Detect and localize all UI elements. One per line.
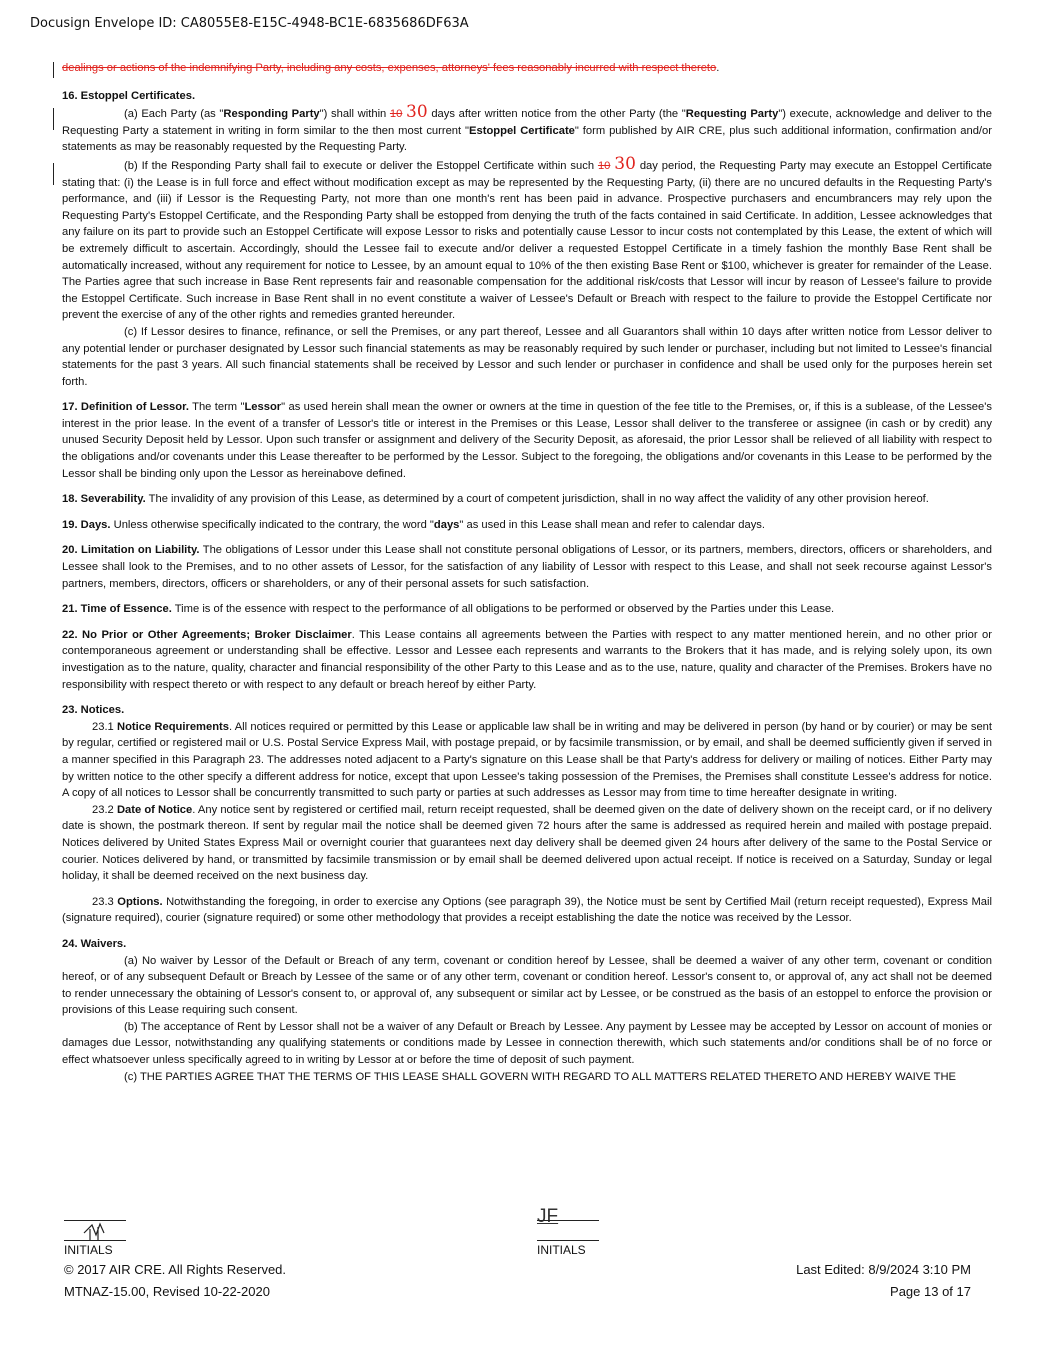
last-edited: Last Edited: 8/9/2024 3:10 PM — [796, 1262, 971, 1277]
initials-label-left: INITIALS — [64, 1243, 113, 1257]
section-24-heading: 24. Waivers. — [62, 937, 127, 950]
section-19: 19. Days. Unless otherwise specifically indicated to the contrary, the word "days" as used in this Lease shall mean and refer to calendar days. — [62, 518, 765, 531]
form-id: MTNAZ-15.00, Revised 10-22-2020 — [64, 1284, 270, 1299]
section-24a: (a) No waiver by Lessor of the Default or Breach of any term, covenant or condition hereof by Lessee, shall be deemed a waiver of any other term, covenant or condition hereof, or of any subsequent Default or Breach by Lessee of the same or of any other term, covenant or condition hereof. Lessor's consent to, or approval of, any act shall not be deemed to render unnecessary the obtaining of Lessor's consent to, or approval of, any subsequent or similar act by Lessee, or be construed as the basis of an estoppel to enforce the provision or provisions of this Lease requiring such consent. — [62, 954, 992, 1017]
initials-line-right-top — [537, 1220, 599, 1221]
section-17: 17. Definition of Lessor. The term "Lessor" as used herein shall mean the owner or owners at the time in question of the fee title to the Premises, or, if this is a sublease, of the Lessee's interest in the prior lease. In the event of a transfer of Lessor's title or interest in the Premises or this Lease, Lessor shall deliver to the transferee or assignee (in cash or by credit) any unused Security Deposit held by Lessor. Upon such transfer or assignment and delivery of the Security Deposit, as aforesaid, the prior Lessor shall be relieved of all liability with respect to the obligations and/or covenants under this Lease thereafter to be performed by the Lessor. Subject to the foregoing, the obligations and/or covenants in this Lease to be performed by the Lessor shall be binding only upon the Lessor as hereinabove defined. — [62, 401, 992, 480]
section-16-heading: 16. Estoppel Certificates. — [62, 89, 196, 102]
initials-signature-right: JF — [537, 1206, 559, 1227]
initials-label-right: INITIALS — [537, 1243, 586, 1257]
inserted-number: 30 — [614, 153, 636, 174]
section-24c: (c) THE PARTIES AGREE THAT THE TERMS OF THIS LEASE SHALL GOVERN WITH REGARD TO ALL MATTERS RELATED THERETO AND HEREBY WAIVE THE — [124, 1070, 956, 1083]
initials-line-right — [537, 1240, 599, 1241]
initials-line-left — [64, 1240, 126, 1241]
change-bar — [53, 163, 54, 185]
deleted-text: dealings or actions of the indemnifying Party, including any costs, expenses, attorneys' fees reasonably incurred with respect thereto — [62, 62, 717, 74]
section-16c: (c) If Lessor desires to finance, refinance, or sell the Premises, or any part thereof, Lessee and all Guarantors shall within 10 days after written notice from Lessor deliver to any potential lender or purchaser designated by Lessor such financial statements as may be reasonably required by such lender or purchaser, including but not limited to Lessee's financial statements for the past 3 years. All such financial statements shall be received by Lessor and such lender or purchaser in confidence and shall be used only for the purposes herein set forth. — [62, 325, 992, 388]
section-18: 18. Severability. The invalidity of any provision of this Lease, as determined by a court of competent jurisdiction, shall in no way affect the validity of any other provision hereof. — [62, 493, 929, 506]
section-22: 22. No Prior or Other Agreements; Broker Disclaimer. This Lease contains all agreements between the Parties with respect to any matter mentioned herein, and no other prior or contemporaneous agreement or understanding shall be effective. Lessor and Lessee each represents and warrants to the Brokers that it has made, and is relying solely upon, its own investigation as to the nature, quality, character and financial responsibility of the other Party to this Lease and as to the use, nature, quality and character of the Premises. Brokers have no responsibility with respect thereto or with respect to any default or breach hereof by either Party. — [62, 628, 992, 691]
section-21: 21. Time of Essence. Time is of the essence with respect to the performance of all obligations to be performed or observed by the Parties under this Lease. — [62, 603, 835, 616]
deleted-number: 10 — [389, 108, 403, 121]
section-23-2: 23.2 Date of Notice. Any notice sent by registered or certified mail, return receipt requested, shall be deemed given on the date of delivery shown on the receipt card, or if no delivery date is shown, the postmark thereon. If sent by regular mail the notice shall be deemed given 72 hours after the same is addressed as required herein and mailed with postage prepaid. Notices delivered by United States Express Mail or overnight courier that guarantees next day delivery shall be deemed given 24 hours after delivery of the same to the Postal Service or courier. Notices delivered by hand, or transmitted by facsimile transmission or by email shall be deemed delivered upon actual receipt. If notice is received on a Saturday, Sunday or legal holiday, it shall be deemed received on the next business day. — [62, 803, 993, 883]
deleted-number: 10 — [597, 159, 611, 172]
section-24b: (b) The acceptance of Rent by Lessor shall not be a waiver of any Default or Breach by Lessee. Any payment by Lessee may be accepted by Lessor on account of monies or damages due Lessor, notwithstanding any qualifying statements or conditions made by Lessee in connection therewith, which such statements and/or conditions shall be of no force or effect whatsoever unless specifically agreed to in writing by Lessor at or before the time of deposit of such payment. — [62, 1020, 992, 1067]
page-number: Page 13 of 17 — [890, 1284, 971, 1299]
copyright: © 2017 AIR CRE. All Rights Reserved. — [64, 1262, 287, 1277]
top-strike-line: dealings or actions of the indemnifying Party, including any costs, expenses, attorneys' fees reasonably incurred with respect thereto. — [62, 62, 720, 74]
section-20: 20. Limitation on Liability. The obligations of Lessor under this Lease shall not constitute personal obligations of Lessor, or its partners, members, directors, officers or shareholders, and Lessee shall look to the Premises, and to no other assets of Lessor, for the satisfaction of any liability of Lessor with respect to this Lease, and shall not seek recourse against Lessor's partners, members, directors, officers or shareholders, or any of their personal assets for such satisfaction. — [62, 544, 992, 590]
inserted-number: 30 — [406, 102, 428, 123]
section-16b: (b) If the Responding Party shall fail to execute or deliver the Estoppel Certificate within such 10 30 day period, the Requesting Party may execute an Estoppel Certificate stating that: (i) the Lease is in full force and effect without modification except as may be represented by the Requesting Party, (ii) there are no uncured defaults in the Requesting Party's performance, and (iii) if Lessor is the Requesting Party, not more than one month's rent has been paid in advance. Prospective purchasers and encumbrancers may rely upon the Requesting Party's Estoppel Certificate, and the Responding Party shall be estopped from denying the truth of the facts contained in said Certificate. In addition, Lessee acknowledges that any failure on its part to provide such an Estoppel Certificate will expose Lessor to risks and potentially cause Lessor to incur costs not contemplated by this Lease, the extent of which will be extremely difficult to ascertain. Accordingly, should the Lessee fail to execute and/or deliver a requested Estoppel Certificate in a timely fashion the monthly Base Rent shall be automatically increased, without any requirement for notice to Lessee, by an amount equal to 10% of the then existing Base Rent or $100, whichever is greater for remainder of the Lease. The Parties agree that such increase in Base Rent represents fair and reasonable compensation for the additional risk/costs that Lessor will incur by reason of Lessee's failure to provide the Estoppel Certificate. Such increase in Base Rent shall in no event constitute a waiver of Lessee's Default or Breach with respect to the failure to provide the Estoppel Certificate nor prevent the exercise of any of the other rights and remedies granted hereunder. — [62, 153, 993, 322]
section-23-heading: 23. Notices. — [62, 704, 125, 717]
document-body — [62, 60, 992, 1085]
change-bar — [53, 62, 54, 78]
section-23-1: 23.1 Notice Requirements. All notices required or permitted by this Lease or applicable law shall be in writing and may be delivered in person (by hand or by courier) or may be sent by regular, certified or registered mail or U.S. Postal Service Express Mail, with postage prepaid, or by facsimile transmission, or by email, and shall be deemed sufficiently given if served in a manner specified in this Paragraph 23. The addresses noted adjacent to a Party's signature on this Lease shall be that Party's address for delivery or mailing of notices. Either Party may by written notice to the other specify a different address for notice, except that upon Lessee's taking possession of the Premises, the Premises shall constitute Lessee's address for notice. A copy of all notices to Lessor shall be concurrently transmitted to such party or parties at such addresses as Lessor may from time to time hereafter designate in writing. — [62, 720, 993, 800]
section-23-3: 23.3 Options. Notwithstanding the foregoing, in order to exercise any Options (see paragraph 39), the Notice must be sent by Certified Mail (return receipt requested), Express Mail (signature required), courier (signature required) or some other methodology that provides a receipt establishing the date the notice was received by the Lessor. — [62, 895, 992, 925]
change-bar — [53, 108, 54, 130]
section-16a: (a) Each Party (as "Responding Party") shall within 10 30 days after written notice from the other Party (the "Requesting Party") execute, acknowledge and deliver to the Requesting Party a statement in writing in form similar to the then most current "Estoppel Certificate" form published by AIR CRE, plus such additional information, confirmation and/or statements as may be reasonably requested by the Requesting Party. — [62, 102, 992, 154]
envelope-id: Docusign Envelope ID: CA8055E8-E15C-4948-BC1E-6835686DF63A — [30, 16, 469, 31]
